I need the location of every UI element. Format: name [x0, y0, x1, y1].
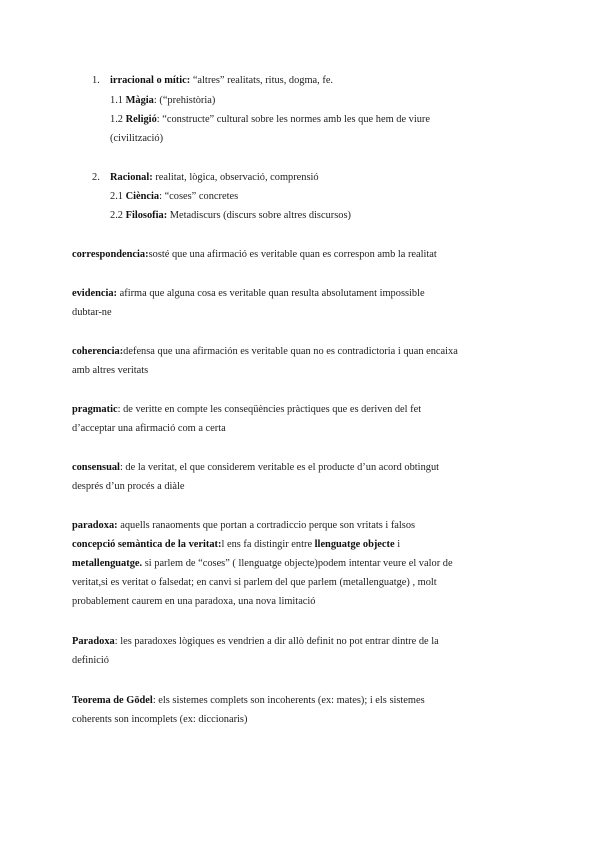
term-irracional: irracional o mític:: [110, 75, 191, 86]
definition-consensual-cont: després d’un procés a diàle: [72, 481, 185, 492]
definition-paradoxa-logica: Paradoxa: les paradoxes lògiques es vendrien a dir allò definit no pot entrar dintre de la: [72, 636, 439, 647]
list-number-2: 2.: [92, 172, 100, 183]
definition-metallenguatge: metallenguatge. si parlem de “coses” ( llenguatge objecte)podem intentar veure el valor de: [72, 558, 453, 569]
definition-paradoxa-logica-cont: definició: [72, 655, 109, 666]
sublist-item-religio-cont: (civilització): [110, 133, 164, 144]
definition-concepcio-semantica: concepció semàntica de la veritat:l ens fa distingir entre llenguatge objecte i: [72, 539, 401, 550]
term-ciencia: Ciència: [125, 191, 160, 202]
definition-coherencia: coherencia:defensa que una afirmación es veritable quan no es contradictoria i quan encaixa: [72, 346, 458, 357]
list-item-irracional: [110, 74, 333, 88]
definition-coherencia-cont: amb altres veritats: [72, 365, 149, 376]
term-racional: Racional:: [110, 172, 153, 183]
sublist-item-religio: 1.2 Religió: “constructe” cultural sobre les normes amb les que hem de viure: [110, 114, 431, 125]
term-paradoxa-logica: Paradoxa: [72, 636, 115, 647]
list-number-1: 1.: [92, 75, 100, 86]
term-llenguatge-objecte: llenguatge objecte: [314, 539, 395, 550]
definition-pragmatic: pragmatic: de veritte en compte les conseqüències pràctiques que es deriven del fet: [72, 404, 422, 415]
term-correspondencia: correspondencia:: [72, 249, 149, 260]
list-item-text: “altres” realitats, ritus, dogma, fe.: [190, 75, 334, 86]
term-pragmatic: pragmatic: [72, 404, 118, 415]
sublist-item-ciencia: 2.1 Ciència: “coses” concretes: [110, 191, 239, 202]
term-consensual: consensual: [72, 462, 120, 473]
definition-consensual: consensual: de la veritat, el que considerem veritable es el producte d’un acord obtingut: [72, 462, 440, 473]
sublist-item-filosofia: 2.2 Filosofia: Metadiscurs (discurs sobre altres discursos): [110, 210, 351, 221]
term-paradoxa: paradoxa:: [72, 520, 118, 531]
definition-teorema-godel: Teorema de Gödel: els sistemes complets son incoherents (ex: mates); i els sistemes: [72, 695, 425, 706]
term-metallenguatge: metallenguatge.: [72, 558, 143, 569]
term-filosofia: Filosofia:: [125, 210, 168, 221]
definition-evidencia-cont: dubtar-ne: [72, 307, 112, 318]
definition-teorema-godel-cont: coherents son incomplets (ex: diccionaris): [72, 714, 248, 725]
definition-paradoxa: paradoxa: aquells ranaoments que portan a cortradiccio perque son vritats i falsos: [72, 520, 416, 531]
definition-paradoxa-cont-2: probablement caurem en una paradoxa, una nova limitació: [72, 596, 316, 607]
definition-correspondencia: correspondencia:sosté que una afirmació es veritable quan es correspon amb la realitat: [72, 249, 437, 260]
list-item-racional: Racional: realitat, lògica, observació, comprensió: [110, 172, 319, 183]
term-evidencia: evidencia:: [72, 288, 118, 299]
term-concepcio-semantica: concepció semàntica de la veritat:: [72, 539, 222, 550]
sublist-item-magia: 1.1 Màgia: (“prehistòria): [110, 95, 216, 106]
term-coherencia: coherencia:: [72, 346, 124, 357]
definition-paradoxa-cont-1: veritat,si es veritat o falsedat; en canvi si parlem del que parlem (metallenguatge) , molt: [72, 577, 437, 588]
definition-evidencia: evidencia: afirma que alguna cosa es veritable quan resulta absolutament impossible: [72, 288, 425, 299]
definition-pragmatic-cont: d’acceptar una afirmació com a certa: [72, 423, 226, 434]
term-religio: Religió: [125, 114, 157, 125]
term-magia: Màgia: [125, 95, 154, 106]
term-teorema-godel: Teorema de Gödel: [72, 695, 153, 706]
